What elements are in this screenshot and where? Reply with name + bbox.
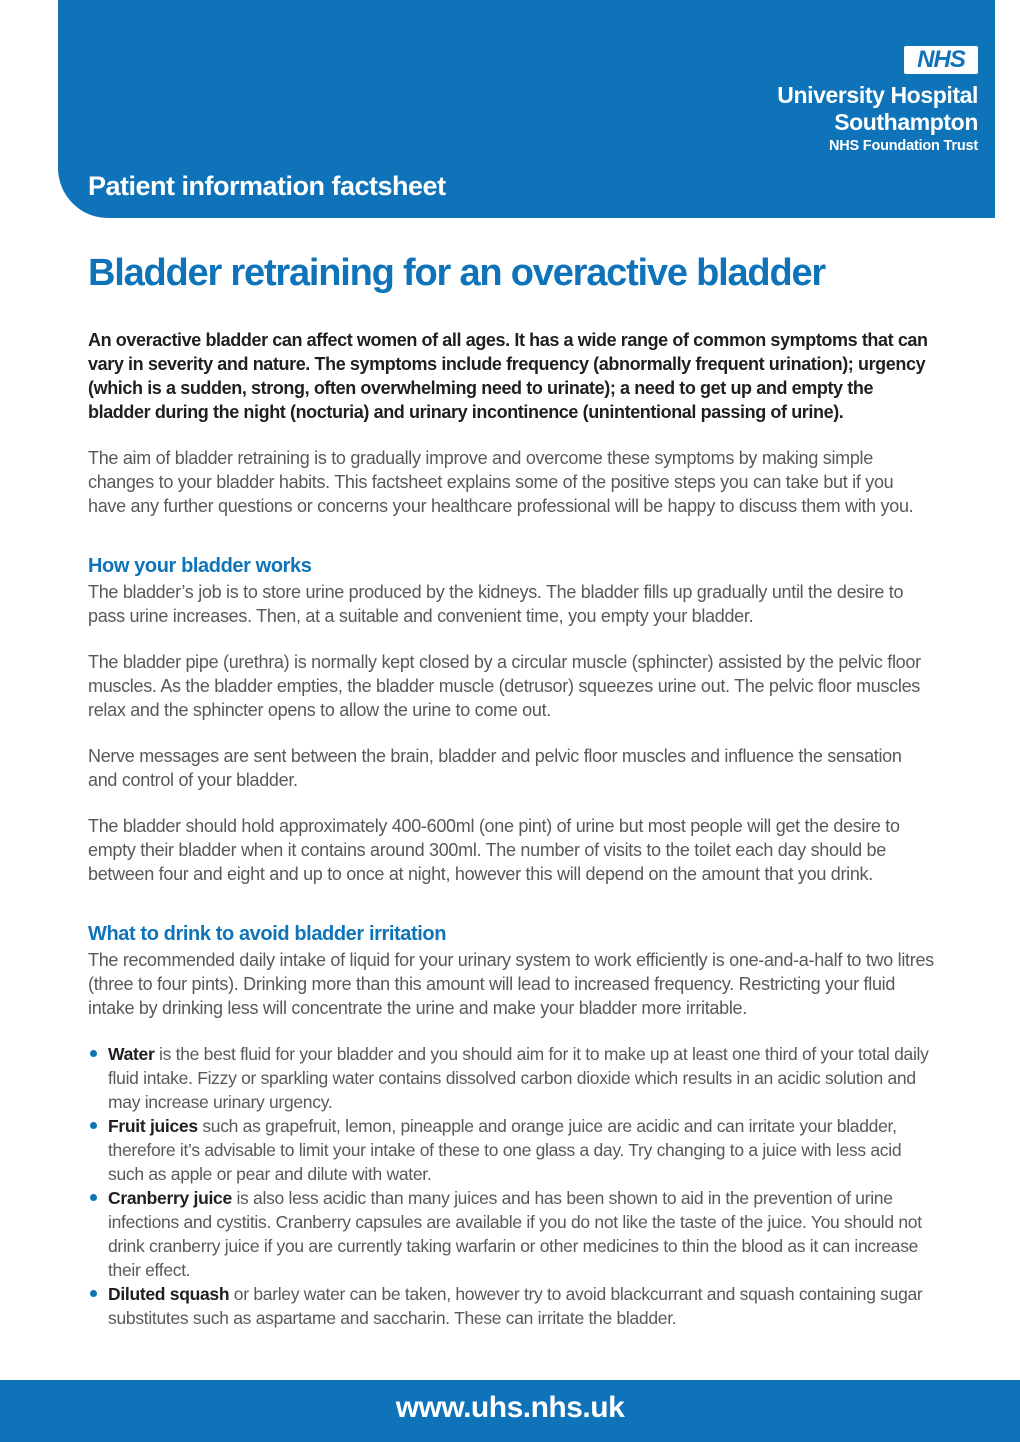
bullet-lead: Diluted squash (108, 1284, 230, 1304)
bullet-icon (90, 1122, 97, 1129)
footer-bar (0, 1380, 1020, 1442)
logo-org-line1: University Hospital (777, 82, 978, 108)
nhs-logo-box-row (777, 46, 978, 74)
top-banner (58, 0, 995, 218)
paragraph: The bladder’s job is to store urine produced by the kidneys. The bladder fills up gradually until the desire to pass urine increases. Then, at a suitable and convenient time, you empty your bladder. (88, 582, 904, 626)
bullet-text: is also less acidic than many juices and has been shown to aid in the prevention of urine infections and cystitis. Cranberry capsules are available if you do not like the taste of the juice. You should not drink cranberry juice if you are currently taking warfarin or other medicines to thin the blood as it can increase their effect. (108, 1188, 922, 1280)
intro-paragraph: The aim of bladder retraining is to gradually improve and overcome these symptoms by making simple changes to your bladder habits. This factsheet explains some of the positive steps you can take but if you have any further questions or concerns your healthcare professional will be happy to discuss them with you. (88, 448, 914, 516)
bullet-icon (90, 1194, 97, 1201)
bullet-lead: Cranberry juice (108, 1188, 232, 1208)
list-item-diluted-squash (88, 1282, 935, 1330)
paragraph: Nerve messages are sent between the brain, bladder and pelvic floor muscles and influence the sensation and control of your bladder. (88, 746, 902, 790)
paragraph: The bladder should hold approximately 400-600ml (one pint) of urine but most people will get the desire to empty their bladder when it contains around 300ml. The number of visits to the toilet each day should be between four and eight and up to once at night, however this will depend on the amount that you drink. (88, 816, 900, 884)
nhs-logo-icon: NHS (904, 46, 978, 74)
bullet-text: such as grapefruit, lemon, pineapple and orange juice are acidic and can irritate your bladder, therefore it’s advisable to limit your intake of these to one glass a day. Try changing to a juice with less acid such as apple or pear and dilute with water. (108, 1116, 902, 1184)
footer-url: www.uhs.nhs.uk (395, 1391, 625, 1424)
section-heading-what-to-drink: What to drink to avoid bladder irritation (88, 923, 447, 945)
logo-org-line2: Southampton (834, 109, 978, 135)
section-heading-how-bladder-works: How your bladder works (88, 555, 312, 577)
bullet-text: or barley water can be taken, however try to avoid blackcurrant and squash containing sugar substitutes such as aspartame and saccharin. These can irritate the bladder. (108, 1284, 923, 1328)
document-body (88, 218, 935, 1330)
intro-bold-paragraph: An overactive bladder can affect women of all ages. It has a wide range of common symptoms that can vary in severity and nature. The symptoms include frequency (abnormally frequent urination); urgency (which is a sudden, strong, often overwhelming need to urinate); a need to get up and empty the bladder during the night (nocturia) and urinary incontinence (unintentional passing of urine). (88, 330, 928, 422)
bullet-lead: Fruit juices (108, 1116, 198, 1136)
bullet-list (88, 1042, 935, 1330)
list-item-water (88, 1042, 935, 1114)
page-title: Bladder retraining for an overactive bladder (88, 252, 825, 294)
bullet-lead: Water (108, 1044, 155, 1064)
list-item-fruit-juices (88, 1114, 935, 1186)
paragraph: The bladder pipe (urethra) is normally kept closed by a circular muscle (sphincter) assisted by the pelvic floor muscles. As the bladder empties, the bladder muscle (detrusor) squeezes urine out. The pelvic floor muscles relax and the sphincter opens to allow the urine to come out. (88, 652, 921, 720)
list-item-cranberry-juice (88, 1186, 935, 1282)
logo-trust-line: NHS Foundation Trust (828, 138, 978, 154)
banner-title: Patient information factsheet (88, 171, 446, 201)
paragraph: The recommended daily intake of liquid for your urinary system to work efficiently is one-and-a-half to two litres (three to four pints). Drinking more than this amount will lead to increased frequency. Restricting your fluid intake by drinking less will concentrate the urine and make your bladder more irritable. (88, 950, 934, 1018)
bullet-text: is the best fluid for your bladder and you should aim for it to make up at least one third of your total daily fluid intake. Fizzy or sparkling water contains dissolved carbon dioxide which results in an acidic solution and may increase urinary urgency. (108, 1044, 929, 1112)
bullet-icon (90, 1290, 97, 1297)
bullet-icon (90, 1050, 97, 1057)
nhs-logo (777, 46, 978, 156)
